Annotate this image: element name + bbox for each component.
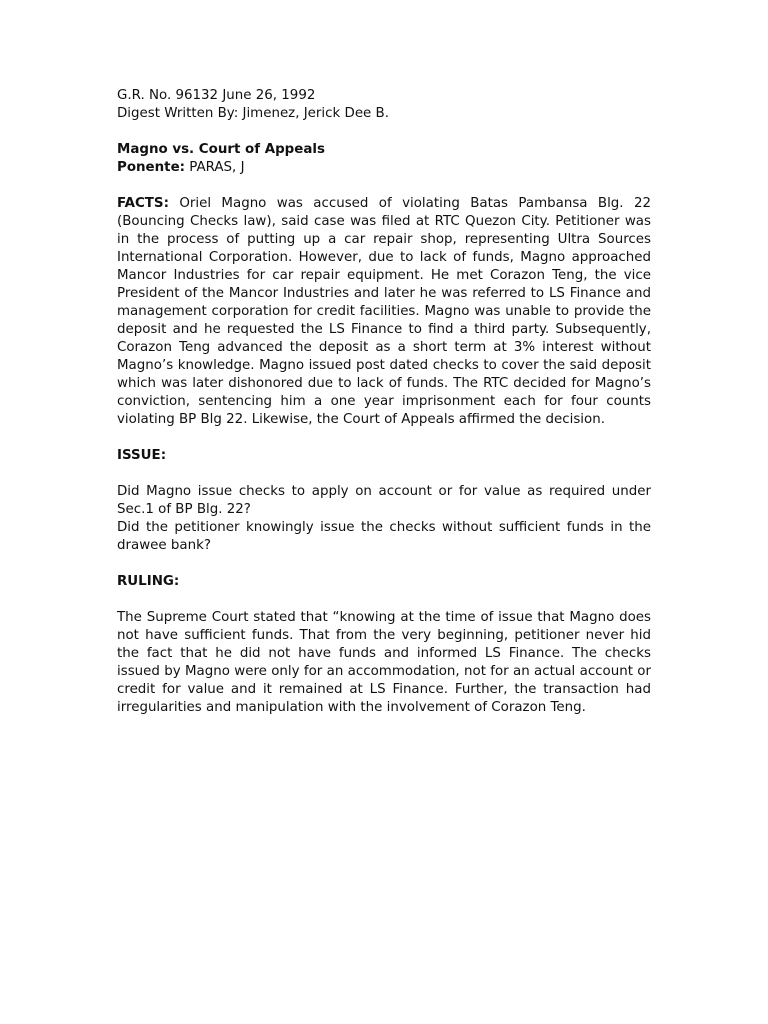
- issue-question-1: Did Magno issue checks to apply on account or for value as required under Sec.1 of BP Blg. 22?: [117, 484, 651, 517]
- case-title: Magno vs. Court of Appeals: [117, 142, 325, 157]
- issue-heading: ISSUE:: [117, 448, 167, 463]
- facts-paragraph: [117, 195, 651, 429]
- ponente-value: PARAS, J: [185, 160, 245, 175]
- issue-question-2: Did the petitioner knowingly issue the checks without sufficient funds in the drawee bank?: [117, 520, 651, 553]
- spacer: [117, 177, 651, 195]
- facts-text: Oriel Magno was accused of violating Batas Pambansa Blg. 22 (Bouncing Checks law), said case was filed at RTC Quezon City. Petitioner was in the process of putting up a car repair shop, representing Ultra Sources International Corporation. However, due to lack of funds, Magno approached Mancor Industries for car repair equipment. He met Corazon Teng, the vice President of the Mancor Industries and later he was referred to LS Finance and management corporation for credit facilities. Magno was unable to provide the deposit and he requested the LS Finance to find a third party. Subsequently, Corazon Teng advanced the deposit as a short term at 3% interest without Magno’s knowledge. Magno issued post dated checks to cover the said deposit which was later dishonored due to lack of funds. The RTC decided for Magno’s conviction, sentencing him a one year imprisonment each for four counts violating BP Blg 22. Likewise, the Court of Appeals affirmed the decision.: [117, 196, 651, 427]
- ruling-heading: RULING:: [117, 574, 180, 589]
- facts-label: FACTS:: [117, 196, 169, 211]
- case-number-date: G.R. No. 96132 June 26, 1992: [117, 88, 316, 103]
- digest-author: Digest Written By: Jimenez, Jerick Dee B.: [117, 106, 389, 121]
- ponente-label: Ponente:: [117, 160, 185, 175]
- document-body: [117, 87, 651, 717]
- ponente-line: [117, 159, 651, 177]
- spacer: [117, 123, 651, 141]
- ruling-paragraph: The Supreme Court stated that “knowing at the time of issue that Magno does not have sufficient funds. That from the very beginning, petitioner never hid the fact that he did not have funds and informed LS Finance. The checks issued by Magno were only for an accommodation, not for an actual account or credit for value and it remained at LS Finance. Further, the transaction had irregularities and manipulation with the involvement of Corazon Teng.: [117, 610, 651, 715]
